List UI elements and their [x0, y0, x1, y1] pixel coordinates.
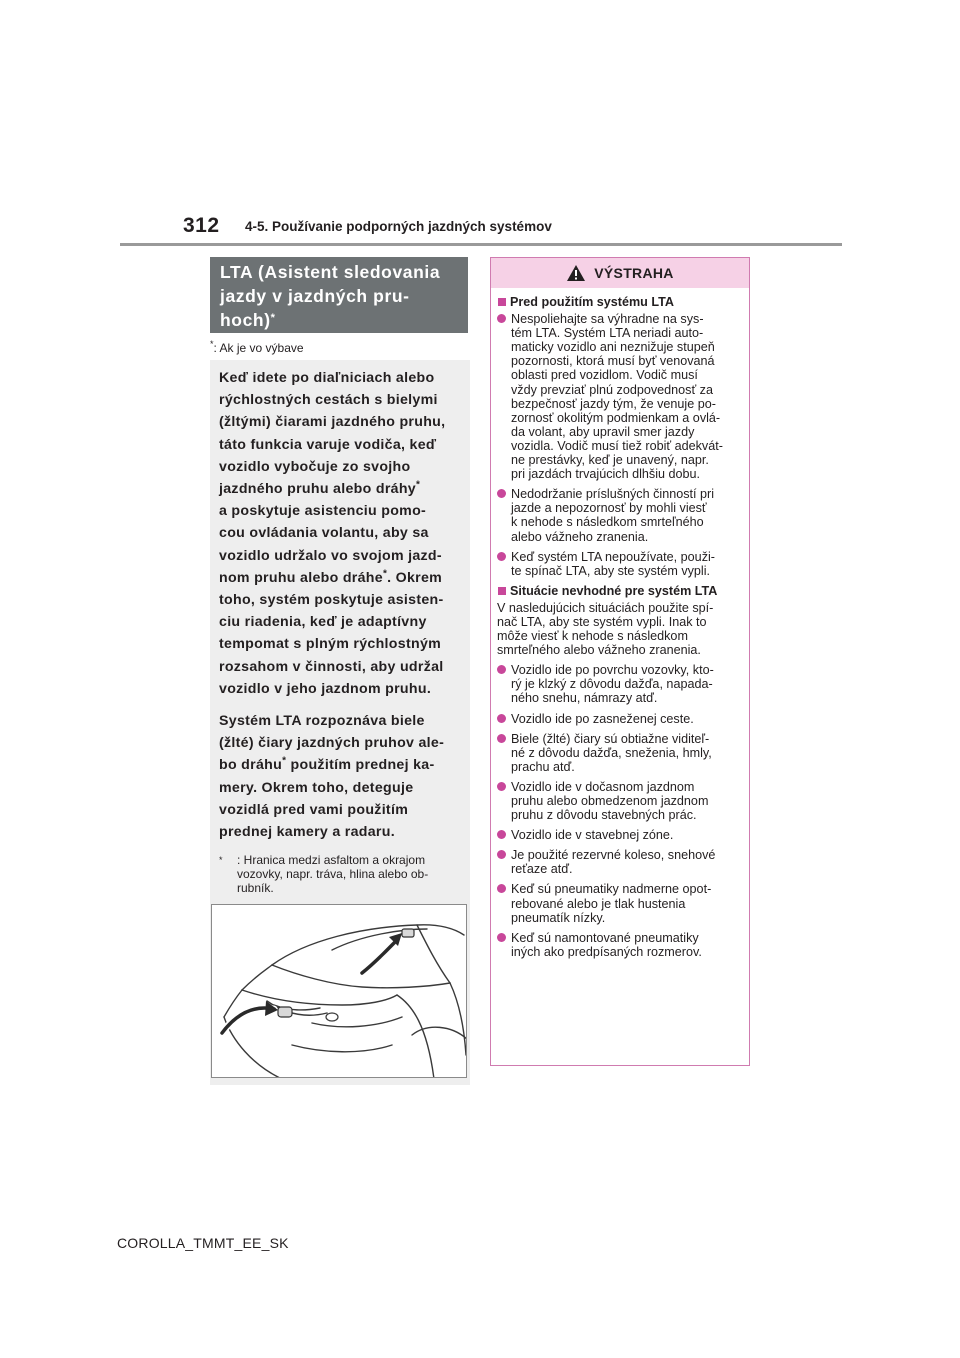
text-line: oblasti pred vozidlom. Vodič musí: [511, 368, 698, 383]
bullet-dot: [497, 734, 506, 743]
text-line: Biele (žlté) čiary sú obtiažne viditeľ-: [511, 731, 710, 746]
bullet-dot: [497, 665, 506, 674]
bullet-dot: [497, 714, 506, 723]
warning-subheading: Situácie nevhodné pre systém LTA: [497, 584, 743, 598]
text-line: Vozidlo ide po povrchu vozovky, kto-: [511, 663, 714, 678]
text-line: te spínač LTA, aby ste systém vypli.: [511, 563, 711, 578]
document-code: COROLLA_TMMT_EE_SK: [117, 1235, 289, 1251]
intro-paragraph: Systém LTA rozpoznáva biele (žlté) čiary jazdných pruhov ale- bo dráhu* použitím prednej ka- mery. Okrem toho, deteguje vozidlá pred vami použitím prednej kamery a radaru.: [219, 713, 445, 841]
warning-box: [490, 257, 750, 1066]
warning-bullet: [497, 882, 743, 924]
text-line: smrteľného alebo vážneho zranenia.: [497, 643, 701, 658]
text-line: pruhu alebo obmedzenom jazdnom: [511, 794, 709, 808]
text-line: Vozidlo ide v stavebnej zóne.: [511, 828, 674, 843]
footnote-mark: *: [382, 568, 388, 580]
text-line: pneumatík nízky.: [511, 910, 606, 925]
bullet-dot: [497, 314, 506, 323]
text-line: Vozidlo ide po zasneženej ceste.: [511, 711, 694, 726]
warning-bullet: [497, 931, 743, 959]
text-line: rý je klzký z dôvodu dažďa, napada-: [511, 677, 713, 692]
warning-bullet: [497, 780, 743, 822]
warning-bullet: [497, 732, 743, 774]
section-title-line: hoch)*: [220, 310, 276, 330]
text-line: pozornosti, ktorá musí byť venovaná: [511, 354, 715, 369]
header-divider: [120, 243, 842, 246]
text-line: Vozidlo ide v dočasnom jazdnom: [511, 779, 695, 794]
text-line: V nasledujúcich situáciách použite spí-: [497, 600, 714, 615]
bullet-dot: [497, 850, 506, 859]
bullet-dot: [497, 933, 506, 942]
text-line: môže viesť k nehode s následkom: [497, 629, 688, 644]
chapter-title: 4-5. Používanie podporných jazdných systémov: [245, 219, 552, 234]
text-line: Keď sú pneumatiky nadmerne opot-: [511, 882, 712, 897]
text-line: pruhu z dôvodu stavebných prác.: [511, 808, 697, 823]
warning-bullet: [497, 712, 743, 726]
warning-bullet: [497, 663, 743, 705]
warning-title: VÝSTRAHA: [594, 265, 674, 281]
footnote-mark: *: [210, 339, 214, 349]
footnote-mark: *: [415, 479, 421, 491]
section-title-line: jazdy v jazdných pru-: [220, 286, 410, 306]
text-line: Keď systém LTA nepoužívate, použi-: [511, 549, 715, 564]
text-line: iných ako predpísaných rozmerov.: [511, 944, 702, 959]
intro-footnote: * : Hranica medzi asfaltom a okrajom vozovky, napr. tráva, hlina alebo ob- rubník.: [219, 853, 429, 896]
text-line: bezpečnosť jazdy tým, že venuje po-: [511, 396, 716, 411]
bullet-dot: [497, 782, 506, 791]
text-line: ne prestávky, keď je unavený, napr.: [511, 453, 709, 468]
footnote-mark: *: [282, 755, 287, 767]
warning-bullet: [497, 312, 743, 481]
bullet-dot: [497, 552, 506, 561]
bullet-dot: [497, 830, 506, 839]
text-line: vždy prevziať plnú zodpovednosť za: [511, 382, 713, 397]
warning-bullet: [497, 487, 743, 543]
warning-bullet: [497, 848, 743, 876]
text-line: nač LTA, aby ste systém vypli. Inak to: [497, 614, 707, 629]
text-line: prachu atď.: [511, 759, 575, 774]
text-line: tém LTA. Systém LTA neriadi auto-: [511, 326, 704, 341]
text-line: vozidla. Vodič musí tiež robiť adekvát-: [511, 438, 723, 453]
bullet-dot: [497, 884, 506, 893]
text-line: Je použité rezervné koleso, snehové: [511, 848, 716, 863]
text-line: Nespoliehajte sa výhradne na sys-: [511, 312, 704, 327]
car-front-camera-radar-illustration: [211, 904, 467, 1078]
warning-header: [491, 258, 749, 288]
intro-paragraph: Keď idete po diaľniciach alebo rýchlostných cestách s bielymi (žltými) čiarami jazdného pruhu, táto funkcia varuje vodiča, keď vozidlo vybočuje zo svojho jazdného pruhu alebo dráhy* a poskytuje asistenciu pomo- cou ovládania volantu, aby sa vozidlo udržalo vo svojom jazd- nom pruhu alebo dráhe*. Okrem toho, systém poskytuje asisten- ciu riadenia, keď je adaptívny tempomat s plným rýchlostným rozsahom v činnosti, aby udržal vozidlo v jeho jazdnom pruhu.: [219, 370, 446, 697]
text-line: k nehode s následkom smrteľného: [511, 515, 704, 530]
footnote-mark: *: [270, 312, 276, 324]
text-line: Keď sú namontované pneumatiky: [511, 930, 699, 945]
section-title: [210, 257, 468, 333]
text-line: pri jazdách trvajúcich dlhšiu dobu.: [511, 467, 701, 482]
page-number: 312: [183, 214, 220, 237]
warning-bullet: [497, 550, 743, 578]
text-line: zornosť okolitým podmienkam a ovlá-: [511, 410, 721, 425]
text-line: rebované alebo je tlak hustenia: [511, 896, 686, 911]
text-line: Nedodržanie príslušných činností pri: [511, 487, 715, 502]
availability-note: *: Ak je vo výbave: [210, 339, 304, 355]
text-line: da volant, aby upravil smer jazdy: [511, 424, 695, 439]
text-line: maticky vozidlo ani neznižuje stupeň: [511, 340, 715, 355]
text-line: né z dôvodu dažďa, sneženia, hmly,: [511, 745, 712, 760]
warning-bullet: [497, 828, 743, 842]
warning-triangle-icon: [566, 264, 586, 282]
warning-paragraph: [497, 601, 743, 657]
warning-subheading: Pred použitím systému LTA: [497, 295, 743, 309]
section-title-line: LTA (Asistent sledovania: [220, 262, 441, 282]
bullet-dot: [497, 489, 506, 498]
text-line: reťaze atď.: [511, 862, 573, 877]
warning-body: [491, 288, 749, 959]
text-line: jazde a nepozornosť by mohli viesť: [511, 501, 707, 516]
text-line: alebo vážneho zranenia.: [511, 529, 649, 544]
text-line: ného snehu, námrazy atď.: [511, 691, 658, 706]
